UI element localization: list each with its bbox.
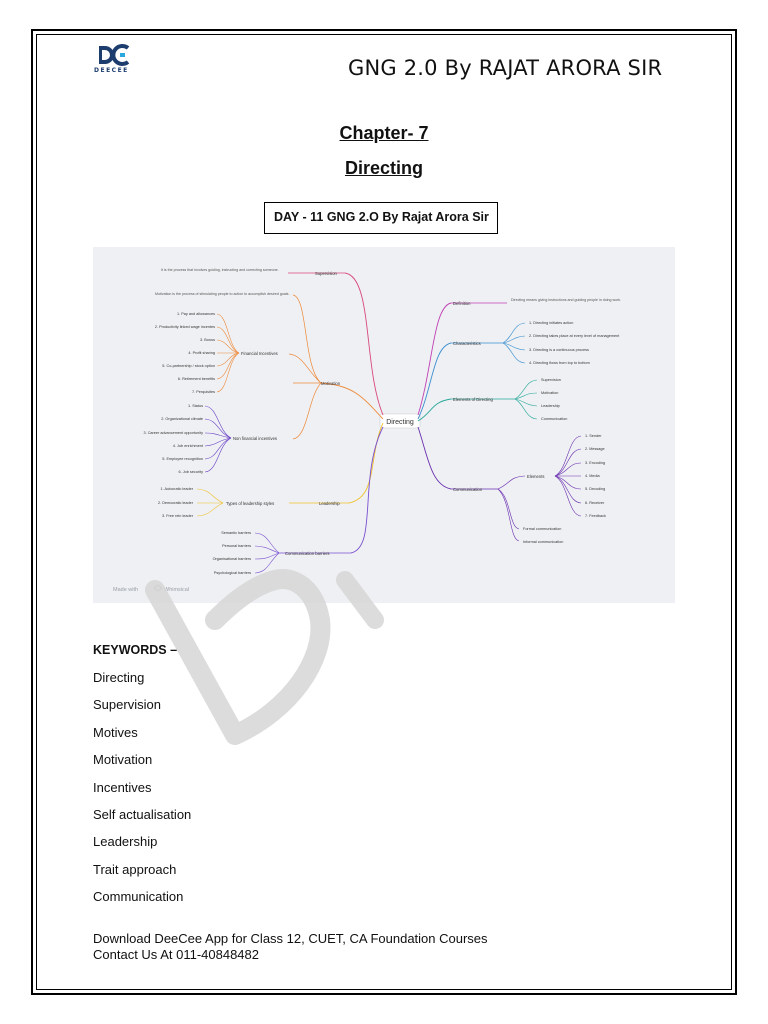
- elements-item: Leadership: [541, 404, 560, 408]
- center-label: Directing: [386, 419, 414, 426]
- leadership-item: 1. Autocratic leader: [160, 487, 193, 491]
- financial-item: 6. Retirement benefits: [177, 377, 215, 381]
- formal-communication: Formal communication: [523, 527, 562, 531]
- keyword-item: Leadership: [93, 834, 158, 850]
- characteristics-item: 2. Directing takes place at every level of management: [529, 334, 620, 338]
- barrier-item: Psychological barriers: [213, 571, 251, 575]
- communication-item: 4. Media: [585, 474, 600, 478]
- characteristics-item: 3. Directing is a continuous process: [529, 348, 589, 352]
- nonfinancial-item: 3. Career advancement opportunity: [143, 431, 203, 435]
- keyword-item: Incentives: [93, 779, 152, 795]
- nonfinancial-item: 4. Job enrichment: [172, 444, 203, 448]
- barrier-item: Semantic barriers: [221, 531, 251, 535]
- supervision-label: Supervision: [315, 271, 337, 276]
- definition-label: Definition: [453, 301, 471, 306]
- nonfinancial-item: 1. Status: [188, 404, 203, 408]
- financial-item: 3. Bonus: [200, 338, 215, 342]
- footer-contact-line: Contact Us At 011-40848482: [93, 947, 259, 962]
- keyword-item: Motivation: [93, 752, 153, 768]
- definition-note: Directing means giving instructions and guiding people in doing work.: [511, 298, 622, 302]
- elements-item: Supervision: [541, 378, 561, 382]
- chapter-number: Chapter- 7: [339, 123, 429, 143]
- footer-download-line: Download DeeCee App for Class 12, CUET, CA Foundation Courses: [93, 931, 488, 946]
- keyword-item: Trait approach: [93, 861, 177, 877]
- financial-item: 1. Pay and allowances: [177, 312, 215, 316]
- header-title: GNG 2.0 By RAJAT ARORA SIR: [348, 56, 663, 80]
- communication-item: 1. Sender: [585, 434, 602, 438]
- characteristics-label: Characteristics: [453, 341, 481, 346]
- day-box: DAY - 11 GNG 2.O By Rajat Arora Sir: [264, 202, 498, 234]
- nonfinancial-item: 2. Organizational climate: [161, 417, 203, 421]
- supervision-note: It is the process that involves guiding, instructing and correcting someone.: [161, 268, 279, 272]
- characteristics-item: 4. Directing flows from top to bottom: [529, 361, 590, 365]
- nonfinancial-label: Non financial incentives: [233, 436, 277, 441]
- financial-item: 5. Co-partnership / stock option: [162, 364, 215, 368]
- footer: [93, 931, 488, 963]
- leadership-label: Leadership: [319, 501, 340, 506]
- communication-item: 6. Receiver: [585, 501, 605, 505]
- nonfinancial-item: 6. Job security: [178, 470, 203, 474]
- financial-label: Financial Incentives: [241, 351, 278, 356]
- elements-item: Motivation: [541, 391, 559, 395]
- leadership-item: 3. Free rein leader: [161, 514, 193, 518]
- communication-item: 7. Feedback: [585, 514, 606, 518]
- keywords-heading: KEYWORDS –: [93, 643, 178, 657]
- characteristics-item: 1. Directing initiates action: [529, 321, 574, 325]
- mind-map-image: [93, 247, 675, 603]
- communication-item: 5. Decoding: [585, 487, 606, 491]
- motivation-note: Motivation is the process of stimulating people to action to accomplish desired goals.: [155, 292, 290, 296]
- elements-label: Elements of Directing: [453, 397, 493, 402]
- keyword-item: Self actualisation: [93, 806, 192, 822]
- keyword-item: Motives: [93, 724, 138, 740]
- informal-communication: Informal communication: [523, 540, 564, 544]
- financial-item: 4. Profit sharing: [188, 351, 215, 355]
- leadership-styles-label: Types of leadership styles: [226, 501, 275, 506]
- keywords-list: [93, 669, 191, 916]
- financial-item: 2. Productivity linked wage incentes: [154, 325, 215, 329]
- communication-item: 3. Encoding: [585, 461, 606, 465]
- financial-item: 7. Perquisites: [191, 390, 215, 394]
- keyword-item: Directing: [93, 670, 145, 685]
- barrier-item: Personal barriers: [222, 544, 251, 548]
- motivation-label: Motivation: [321, 381, 341, 386]
- whimsical-logo-icon: [154, 585, 162, 591]
- logo-text: DEECEE: [94, 67, 129, 74]
- barriers-label: Communication barriers: [285, 551, 330, 556]
- barrier-item: Organisational barriers: [212, 557, 251, 561]
- chapter-title: Directing: [344, 158, 423, 178]
- elements-item: Communication: [541, 417, 568, 421]
- keyword-item: Communication: [93, 889, 184, 905]
- whimsical-brand: Whimsical: [164, 587, 190, 593]
- communication-item: 2. Message: [585, 447, 605, 451]
- leadership-item: 2. Democratic leader: [157, 501, 193, 505]
- keyword-item: Supervision: [93, 697, 161, 713]
- made-with-label: Made with: [113, 587, 139, 593]
- communication-elements-label: Elements: [527, 474, 545, 479]
- nonfinancial-item: 5. Employee recognition: [162, 457, 203, 461]
- communication-label: Communication: [453, 487, 483, 492]
